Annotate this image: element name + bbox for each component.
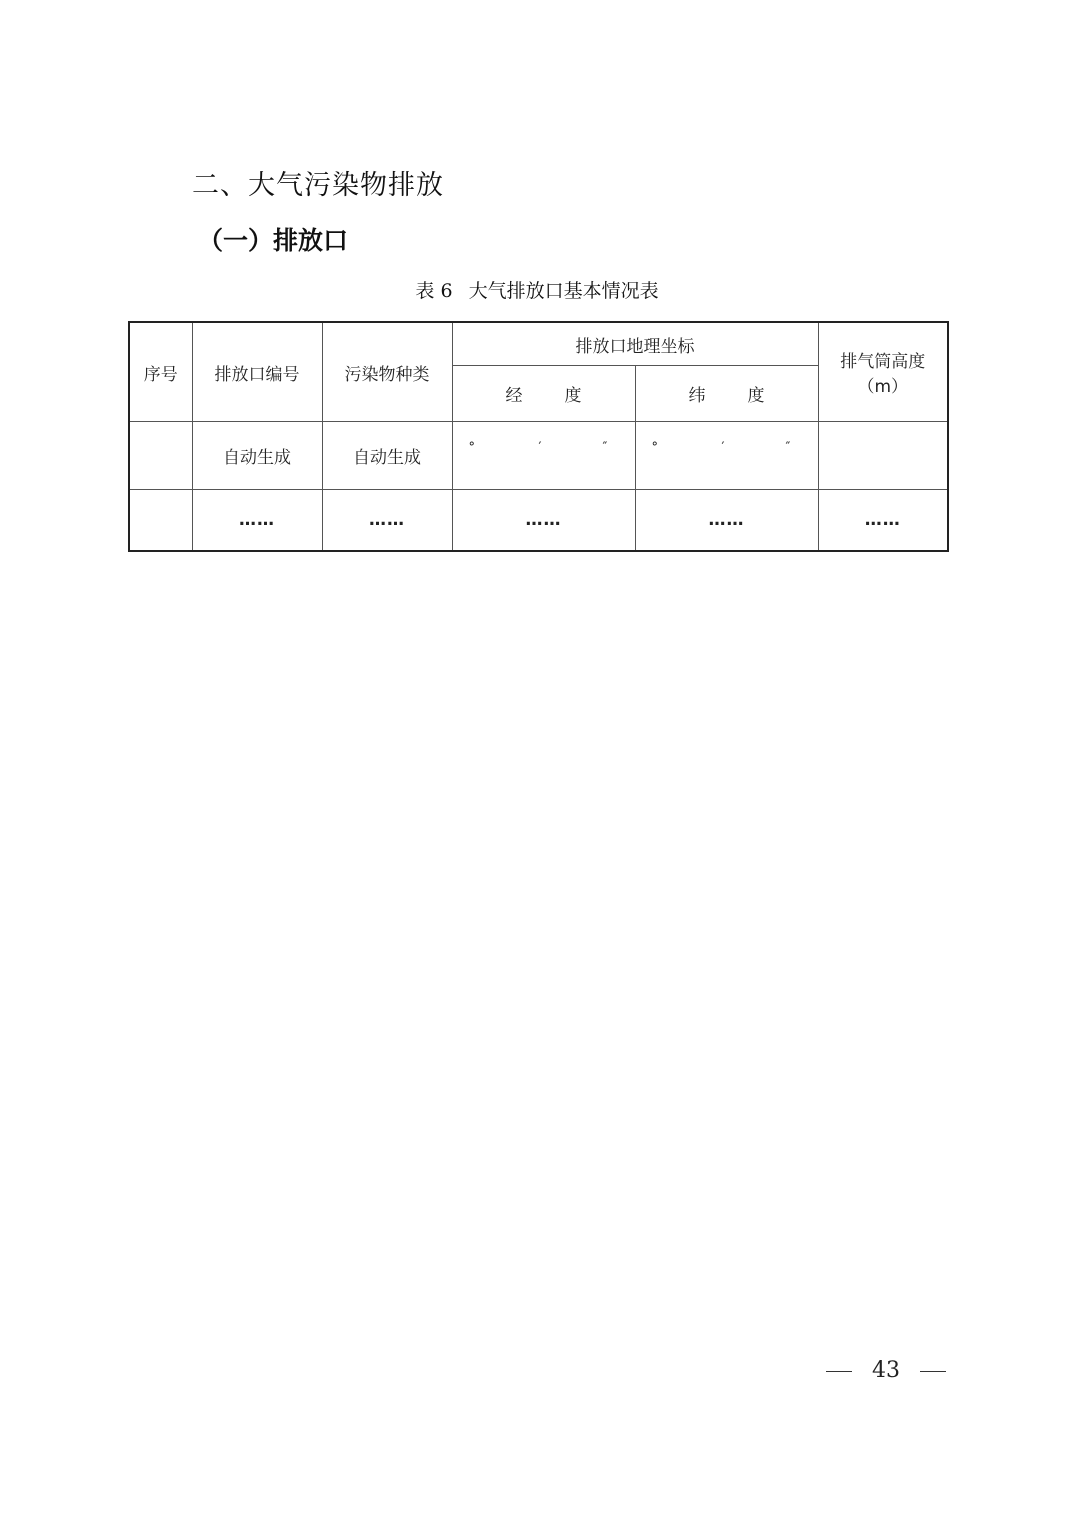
subsection-heading: （一）排放口	[198, 226, 349, 255]
cell-longitude-ellipsis: ……	[452, 490, 635, 552]
section-heading: 二、大气污染物排放	[192, 170, 444, 201]
cell-outlet-id: 自动生成	[192, 422, 322, 490]
header-longitude	[452, 366, 635, 422]
page-number-dash-left	[826, 1371, 852, 1372]
cell-stack-height-ellipsis: ……	[818, 490, 948, 552]
cell-outlet-id-ellipsis: ……	[192, 490, 322, 552]
latitude-minute-mark: ′	[721, 440, 725, 455]
header-longitude-a: 经	[505, 386, 523, 406]
cell-seq	[129, 490, 192, 552]
longitude-degree-mark: °	[468, 440, 475, 455]
header-stack-height-unit: （m）	[857, 377, 909, 397]
cell-latitude-ellipsis: ……	[635, 490, 818, 552]
header-stack-height-line1: 排气筒高度	[840, 352, 926, 372]
longitude-second-mark: ″	[602, 440, 608, 455]
table-row	[129, 422, 948, 490]
page-number-dash-right	[920, 1371, 946, 1372]
page-number-value: 43	[872, 1358, 900, 1383]
table-row	[129, 490, 948, 552]
header-seq: 序号	[129, 322, 192, 422]
header-latitude	[635, 366, 818, 422]
header-stack-height	[818, 322, 948, 422]
cell-longitude[interactable]	[452, 422, 635, 490]
header-latitude-b: 度	[747, 386, 765, 406]
cell-pollutant: 自动生成	[322, 422, 452, 490]
latitude-second-mark: ″	[785, 440, 791, 455]
table-caption-number: 表 6	[415, 280, 453, 302]
cell-pollutant-ellipsis: ……	[322, 490, 452, 552]
table-caption-title: 大气排放口基本情况表	[468, 280, 659, 302]
header-pollutant: 污染物种类	[322, 322, 452, 422]
header-longitude-b: 度	[564, 386, 582, 406]
header-geo-coordinates: 排放口地理坐标	[452, 322, 818, 366]
header-outlet-id: 排放口编号	[192, 322, 322, 422]
header-latitude-a: 纬	[688, 386, 706, 406]
cell-seq[interactable]	[129, 422, 192, 490]
cell-stack-height[interactable]	[818, 422, 948, 490]
longitude-minute-mark: ′	[538, 440, 542, 455]
cell-latitude[interactable]	[635, 422, 818, 490]
page-number	[826, 1356, 946, 1386]
table-caption	[0, 276, 1074, 306]
latitude-degree-mark: °	[651, 440, 658, 455]
outlet-table	[128, 321, 949, 552]
table-header-row	[129, 322, 948, 366]
